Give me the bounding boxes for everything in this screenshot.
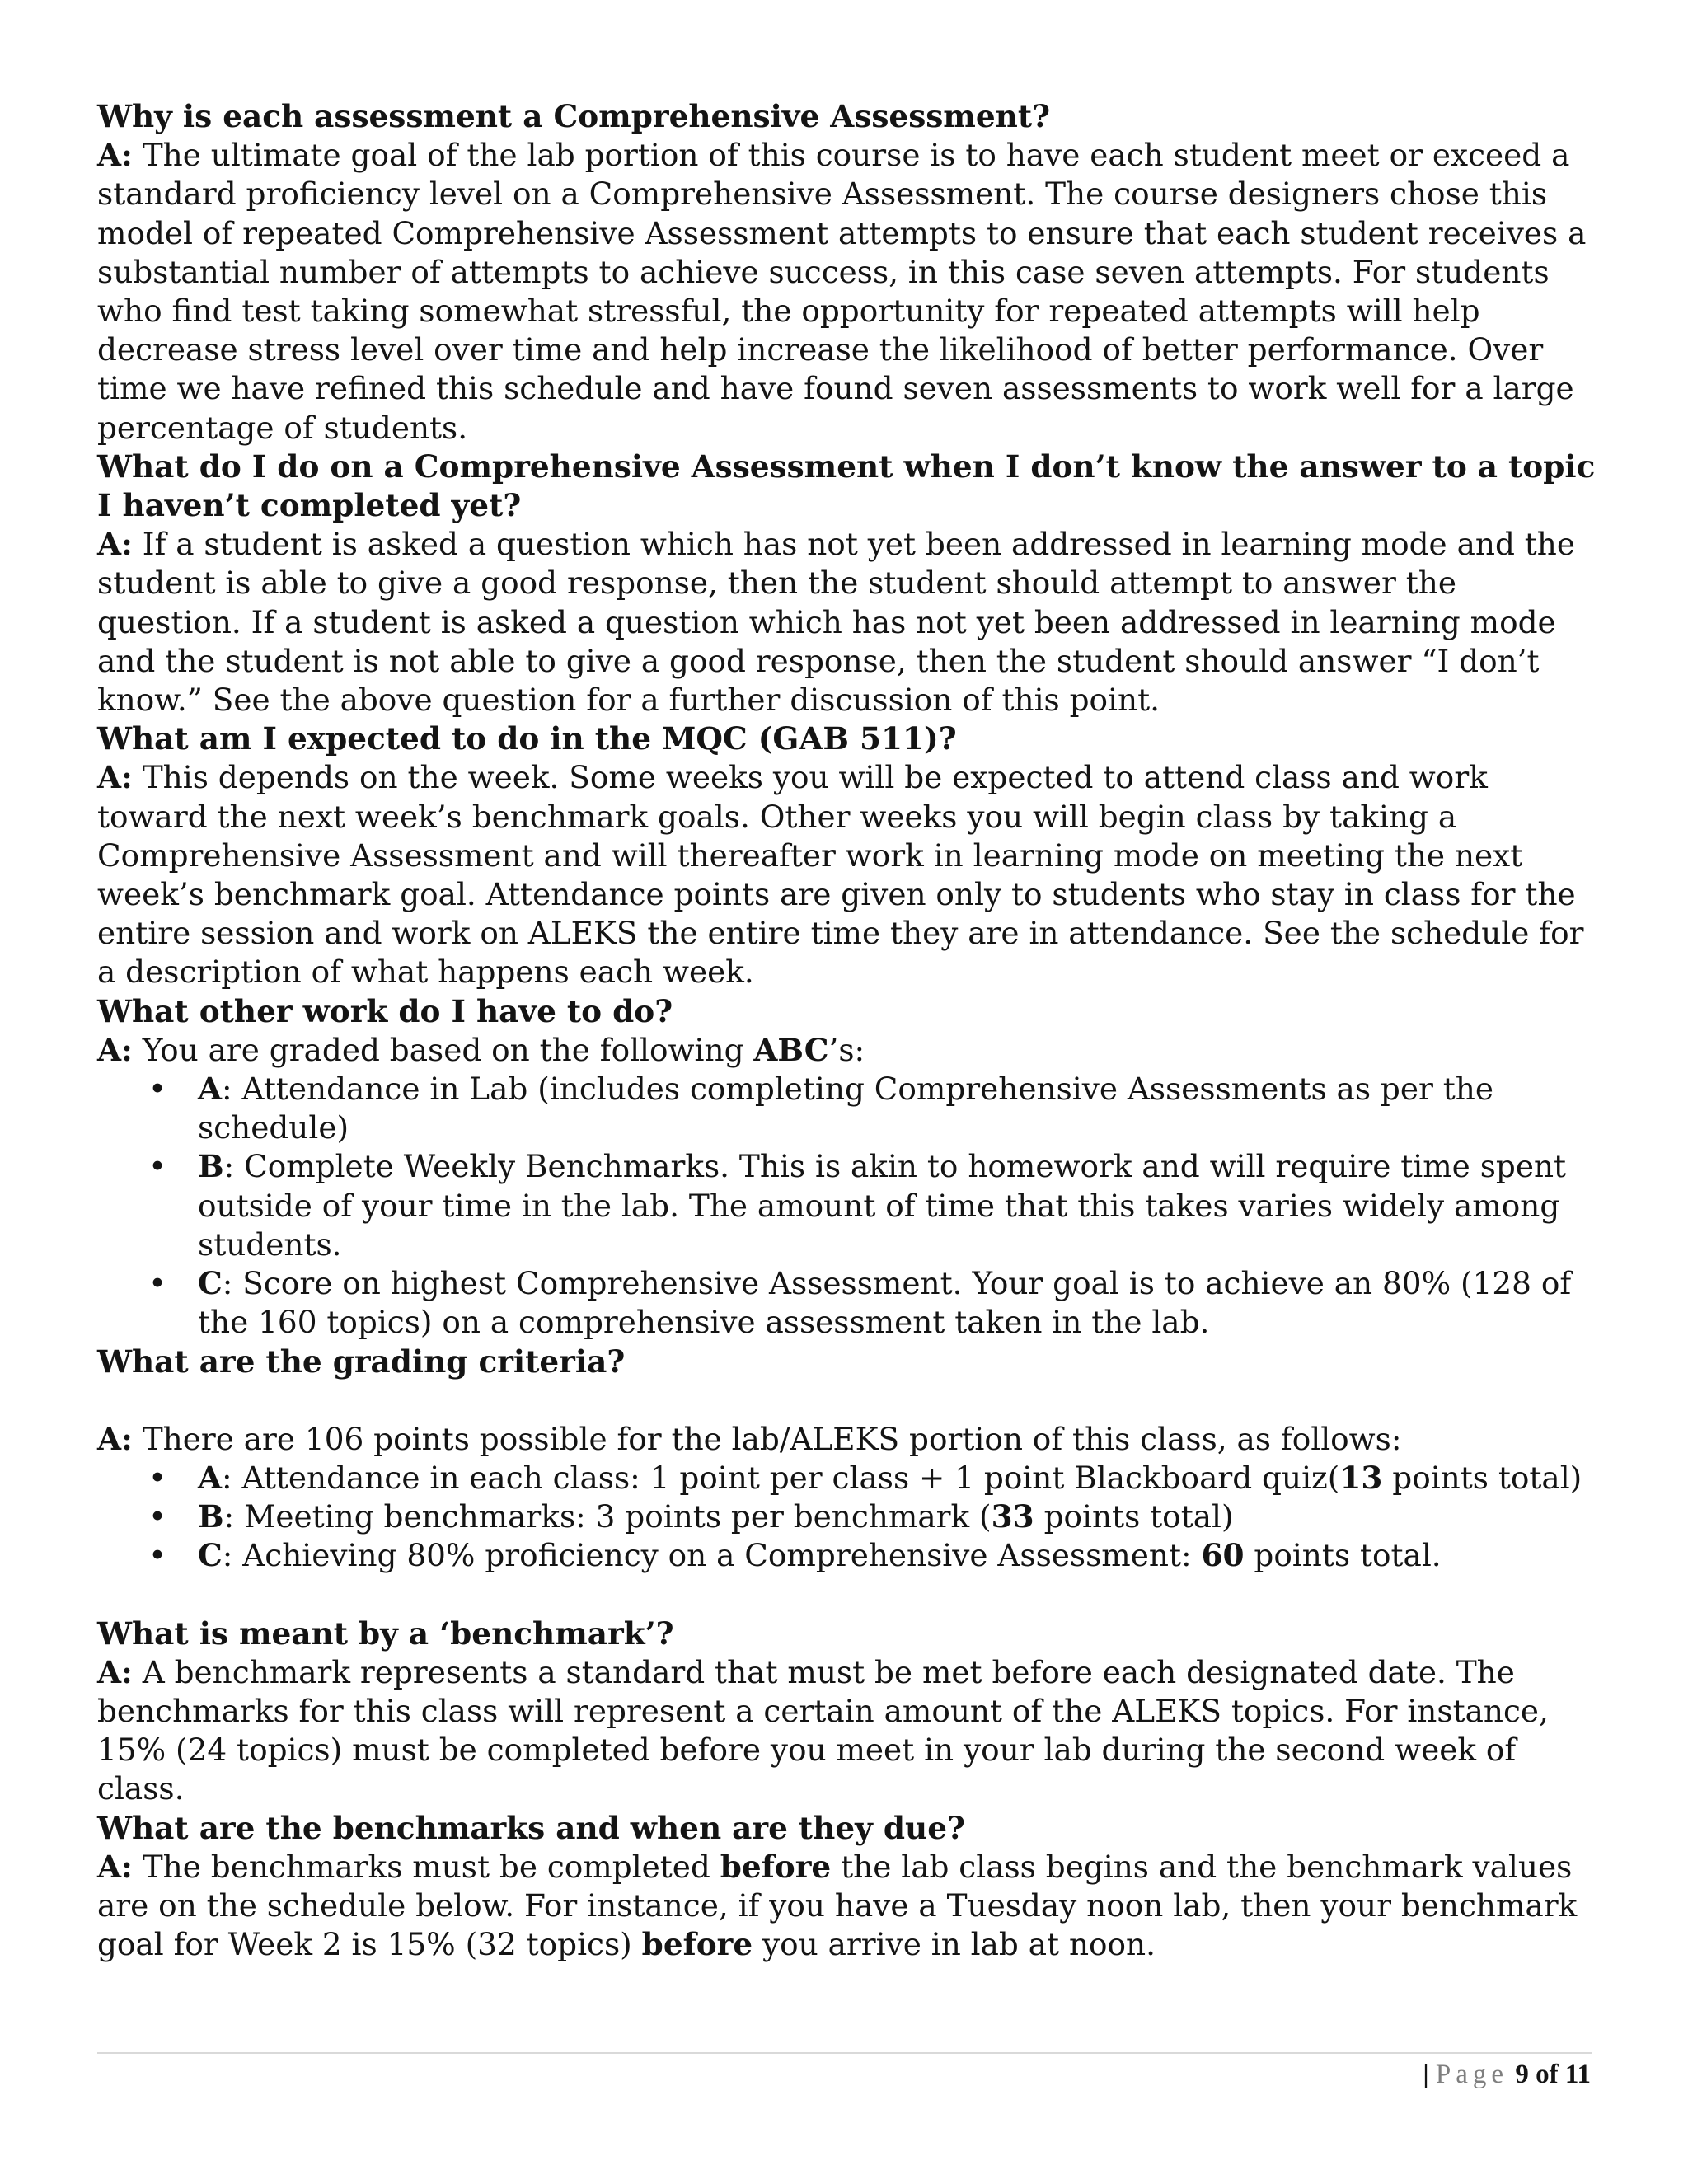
item-points: 33 — [991, 1498, 1034, 1535]
footer-separator: | — [1423, 2060, 1429, 2089]
emphasis-before: before — [720, 1848, 832, 1885]
item-points: 60 — [1201, 1537, 1245, 1574]
answer-4-suffix: ’s: — [828, 1031, 865, 1068]
question-7: What are the benchmarks and when are they due? — [97, 1809, 965, 1846]
list-item — [148, 1147, 1597, 1264]
item-points: 13 — [1339, 1459, 1383, 1496]
answer-5-text: There are 106 points possible for the lab/ALEKS portion of this class, as follows: — [142, 1420, 1402, 1457]
answer-label: A: — [97, 137, 133, 174]
question-4: What other work do I have to do? — [97, 992, 673, 1029]
answer-2-text: If a student is asked a question which has not yet been addressed in learning mode and the student is able to give a good response, then the student should attempt to answer the question. If a student is asked a question which has not yet been addressed in learning mode and the student is not able to give a good response, then the student should answer “I don’t know.” See the above question for a further discussion of this point. — [97, 526, 1575, 719]
footer-divider — [97, 2052, 1592, 2054]
list-item — [148, 1070, 1597, 1147]
list-item — [148, 1459, 1597, 1497]
question-6: What is meant by a ‘benchmark’? — [97, 1615, 674, 1652]
answer-2 — [97, 525, 1597, 719]
item-text: : Attendance in each class: 1 point per class + 1 point Blackboard quiz( — [222, 1459, 1340, 1496]
grading-list — [97, 1459, 1597, 1576]
document-body — [97, 97, 1597, 1964]
answer-label: A: — [97, 759, 133, 796]
item-text-end: points total) — [1382, 1459, 1582, 1496]
answer-7-text: The benchmarks must be completed — [142, 1848, 710, 1885]
answer-7 — [97, 1848, 1597, 1965]
item-text: : Achieving 80% proficiency on a Comprehensive Assessment: — [222, 1537, 1202, 1574]
bullet-icon: • — [148, 1498, 167, 1535]
bullet-icon: • — [148, 1459, 167, 1496]
answer-label: A: — [97, 526, 133, 563]
item-letter: B — [198, 1148, 224, 1185]
spacer — [97, 1381, 1597, 1420]
item-text-end: points total. — [1244, 1537, 1442, 1574]
item-text: : Score on highest Comprehensive Assessment. Your goal is to achieve an 80% (128 of the 160 topics) on a comprehensive assessment taken in the lab. — [198, 1265, 1572, 1341]
page-number: 9 — [1515, 2060, 1529, 2089]
bullet-icon: • — [148, 1265, 167, 1302]
bullet-icon: • — [148, 1071, 167, 1108]
item-text: : Attendance in Lab (includes completing Comprehensive Assessments as per the schedule) — [198, 1071, 1493, 1146]
emphasis-before: before — [641, 1926, 753, 1963]
answer-6-text: A benchmark represents a standard that must be met before each designated date. The benchmarks for this class will represent a certain amount of the ALEKS topics. For instance, 15% (24 topics) must be completed before you meet in your lab during the second week of class. — [97, 1653, 1549, 1807]
answer-label: A: — [97, 1848, 133, 1885]
answer-label: A: — [97, 1420, 133, 1457]
question-3: What am I expected to do in the MQC (GAB 511)? — [97, 720, 957, 757]
question-5: What are the grading criteria? — [97, 1343, 626, 1380]
item-letter: B — [198, 1498, 224, 1535]
answer-3-text: This depends on the week. Some weeks you will be expected to attend class and work toward the next week’s benchmark goals. Other weeks you will begin class by taking a Comprehensive Assessment and will thereafter work in learning mode on meeting the next week’s benchmark goal. Attendance points are given only to students who stay in class for the entire session and work on ALEKS the entire time they are in attendance. See the schedule for a description of what happens each week. — [97, 759, 1584, 991]
answer-label: A: — [97, 1031, 133, 1068]
item-text-end: points total) — [1034, 1498, 1234, 1535]
item-letter: C — [198, 1265, 223, 1302]
page-total: 11 — [1564, 2060, 1591, 2089]
item-letter: A — [198, 1071, 223, 1108]
footer-of-word: of — [1536, 2060, 1559, 2089]
answer-4-text: You are graded based on the following — [142, 1031, 744, 1068]
footer-page-word: Page — [1435, 2060, 1509, 2089]
answer-5 — [97, 1420, 1597, 1459]
answer-3 — [97, 758, 1597, 991]
answer-6 — [97, 1653, 1597, 1809]
page-footer — [1423, 2055, 1591, 2093]
answer-label: A: — [97, 1653, 133, 1690]
question-1: Why is each assessment a Comprehensive Assessment? — [97, 98, 1051, 134]
answer-7-mid: the lab class begins and the benchmark values are on the schedule below. For instance, if you have a Tuesday noon lab, then your benchmark goal for Week 2 is 15% (32 topics) — [97, 1848, 1578, 1963]
list-item — [148, 1536, 1597, 1575]
spacer — [97, 1576, 1597, 1615]
answer-4 — [97, 1031, 1597, 1070]
answer-1-text: The ultimate goal of the lab portion of this course is to have each student meet or exceed a standard proficiency level on a Comprehensive Assessment. The course designers chose this model of repeated Comprehensive Assessment attempts to ensure that each student receives a substantial number of attempts to achieve success, in this case seven attempts. For students who find test taking somewhat stressful, the opportunity for repeated attempts will help decrease stress level over time and help increase the likelihood of better performance. Over time we have refined this schedule and have found seven assessments to work well for a large percentage of students. — [97, 137, 1587, 446]
answer-1 — [97, 136, 1597, 448]
bullet-icon: • — [148, 1537, 167, 1574]
answer-7-end: you arrive in lab at noon. — [762, 1926, 1156, 1963]
item-text: : Complete Weekly Benchmarks. This is akin to homework and will require time spent outside of your time in the lab. The amount of time that this takes varies widely among students. — [198, 1148, 1567, 1263]
item-letter: A — [198, 1459, 223, 1496]
list-item — [148, 1497, 1597, 1536]
item-text: : Meeting benchmarks: 3 points per benchmark ( — [223, 1498, 992, 1535]
abc-list — [97, 1070, 1597, 1342]
bullet-icon: • — [148, 1148, 167, 1185]
abc-bold: ABC — [753, 1031, 829, 1068]
question-2: What do I do on a Comprehensive Assessment when I don’t know the answer to a topic I haven’t completed yet? — [97, 448, 1596, 524]
item-letter: C — [198, 1537, 223, 1574]
list-item — [148, 1264, 1597, 1342]
